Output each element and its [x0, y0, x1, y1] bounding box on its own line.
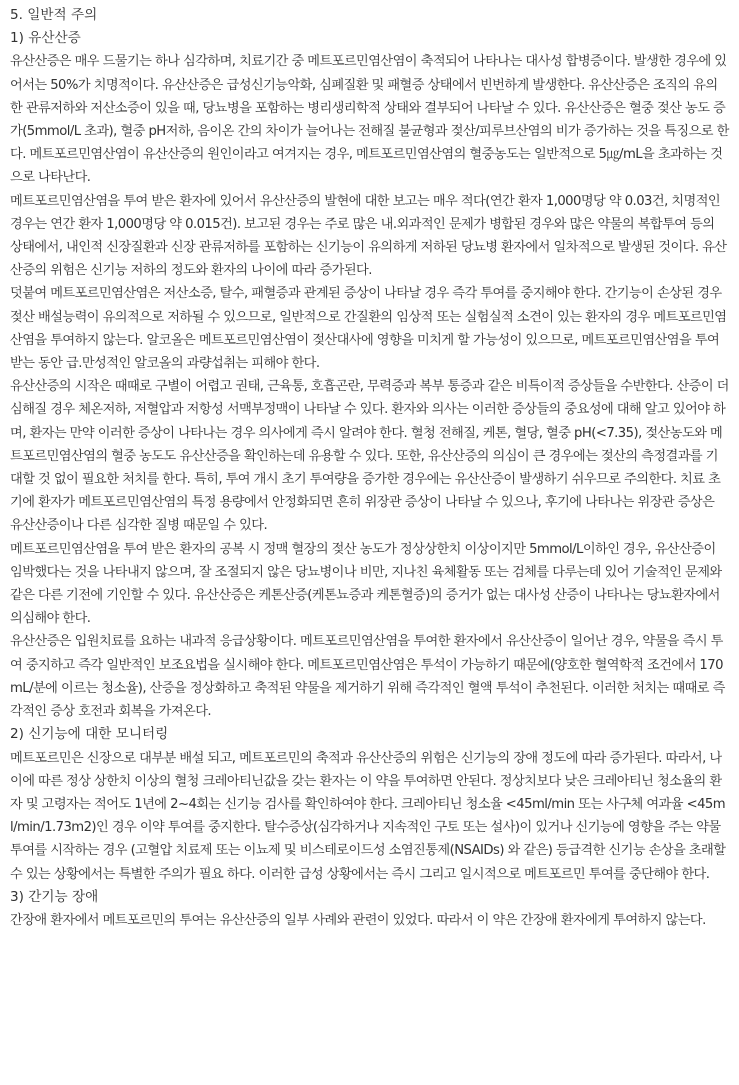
section-title: 5. 일반적 주의: [10, 7, 98, 23]
paragraph: 메트포르민염산염을 투여 받은 환자에 있어서 유산산증의 발현에 대한 보고는 매우 적다(연간 환자 1,000명당 약 0.03건, 치명적인 경우는 연간 환자 1,000명당 약 0.015건). 보고된 경우는 주로 많은 내.외과적인 문제가 병합된 경우와 많은 약물의 복합투여 등의 상태에서, 내인적 신장질환과 신장 관류저하를 포함하는 신기능이 유의하게 저하된 당뇨병 환자에서 일차적으로 발생된 것이다. 유산산증의 위험은 신기능 저하의 정도와 환자의 나이에 따라 증가된다.: [10, 193, 727, 279]
subsection-title-lactic-acidosis: 1) 유산산증: [10, 30, 81, 47]
paragraph: 유산산증은 입원치료를 요하는 내과적 응급상황이다. 메트포르민염산염을 투여한 환자에서 유산산증이 일어난 경우, 약물을 즉시 투여 중지하고 즉각 일반적인 보조요법을 실시해야 한다. 메트포르민염산염은 투석이 가능하기 때문에(양호한 혈역학적 조건에서 170mL/분에 이르는 청소율), 산증을 정상화하고 축적된 약물을 제거하기 위해 즉각적인 혈액 투석이 추천된다. 이러한 처치는 때때로 즉각적인 증상 호전과 회복을 가져온다.: [10, 634, 725, 720]
subsection-title-renal-monitoring: 2) 신기능에 대한 모니터링: [10, 726, 169, 743]
paragraph: 간장애 환자에서 메트포르민의 투여는 유산산증의 일부 사례와 관련이 있었다. 따라서 이 약은 간장애 환자에게 투여하지 않는다.: [10, 912, 706, 928]
subsection-title-hepatic-impairment: 3) 간기능 장애: [10, 888, 99, 905]
paragraph: 메트포르민염산염을 투여 받은 환자의 공복 시 정맥 혈장의 젖산 농도가 정상상한치 이상이지만 5mmol/L이하인 경우, 유산산증이 임박했다는 것을 나타내지 않으며, 잘 조절되지 않은 당뇨병이나 비만, 지나친 육체활동 또는 검체를 다루는데 있어 기술적인 문제와 같은 다른 기전에 기인할 수 있다. 유산산증은 케톤산증(케톤뇨증과 케톤혈증)의 증거가 없는 대사성 산증이 나타나는 당뇨환자에서 의심해야 한다.: [10, 541, 722, 627]
paragraph: 메트포르민은 신장으로 대부분 배설 되고, 메트포르민의 축적과 유산산증의 위험은 신기능의 장애 정도에 따라 증가된다. 따라서, 나이에 따른 정상 상한치 이상의 혈청 크레아티닌값을 갖는 환자는 이 약을 투여하면 안된다. 정상치보다 낮은 크레아티닌 청소율의 환자 및 고령자는 적어도 1년에 2~4회는 신기능 검사를 확인하여야 한다. 크레아티닌 청소율 <45ml/min 또는 사구체 여과율 <45ml/min/1.73m2)인 경우 이약 투여를 중지한다. 탈수증상(심각하거나 지속적인 구토 또는 설사)이 있거나 신기능에 영향을 주는 약물투여를 시작하는 경우 (고혈압 치료제 또는 이뇨제 및 비스테로이드성 소염진통제(NSAIDs) 와 같은) 등급격한 신기능 손상을 초래할 수 있는 상황에서는 특별한 주의가 필요 하다. 이러한 급성 상황에서는 즉시 그리고 일시적으로 메트포르민 투여를 중단해야 한다.: [10, 750, 726, 882]
paragraph: 유산산증은 매우 드물기는 하나 심각하며, 치료기간 중 메트포르민염산염이 축적되어 나타나는 대사성 합병증이다. 발생한 경우에 있어서는 50%가 치명적이다. 유산산증은 급성신기능악화, 심폐질환 및 패혈증 상태에서 빈번하게 발생한다. 유산산증은 조직의 유의한 관류저하와 저산소증이 있을 때, 당뇨병을 포함하는 병리생리학적 상태와 결부되어 나타날 수 있다. 유산산증은 혈중 젖산 농도 증가(5mmol/L 초과), 혈중 pH저하, 음이온 간의 차이가 늘어나는 전해질 불균형과 젖산/피루브산염의 비가 증가하는 것을 특징으로 한다. 메트포르민염산염이 유산산증의 원인이라고 여겨지는 경우, 메트포르민염산염의 혈중농도는 일반적으로 5㎍/mL을 초과하는 것으로 나타난다.: [10, 54, 729, 186]
paragraph: 유산산증의 시작은 때때로 구별이 어렵고 권태, 근육통, 호흡곤란, 무력증과 복부 통증과 같은 비특이적 증상들을 수반한다. 산증이 더 심해질 경우 체온저하, 저혈압과 저항성 서맥부정맥이 나타날 수 있다. 환자와 의사는 이러한 증상들의 중요성에 대해 알고 있어야 하며, 환자는 만약 이러한 증상이 나타나는 경우 의사에게 즉시 알려야 한다. 혈청 전해질, 케톤, 혈당, 혈중 pH(<7.35), 젖산농도와 메트포르민염산염의 혈중 농도도 유산산증을 확인하는데 유용할 수 있다. 또한, 유산산증의 의심이 큰 경우에는 젖산의 측정결과를 기대할 것 없이 필요한 처치를 한다. 특히, 투여 개시 초기 투여량을 증가한 경우에는 유산산증이 발생하기 쉬우므로 주의한다. 치료 초기에 환자가 메트포르민염산염의 특정 용량에서 안정화되면 흔히 위장관 증상이 나타날 수 있으나, 후기에 나타나는 위장관 증상은 유산산증이나 다른 심각한 질병 때문일 수 있다.: [10, 379, 729, 534]
paragraph: 덧붙여 메트포르민염산염은 저산소증, 탈수, 패혈증과 관계된 증상이 나타날 경우 즉각 투여를 중지해야 한다. 간기능이 손상된 경우 젖산 배설능력이 유의적으로 저하될 수 있으므로, 일반적으로 간질환의 임상적 또는 실험실적 소견이 있는 환자의 경우 메트포르민염산염을 투여하지 않는다. 알코올은 메트포르민염산염이 젖산대사에 영향을 미치게 할 가능성이 있으므로, 메트포르민염산염을 투여 받는 동안 급.만성적인 알코올의 과량섭취는 피해야 한다.: [10, 286, 727, 372]
